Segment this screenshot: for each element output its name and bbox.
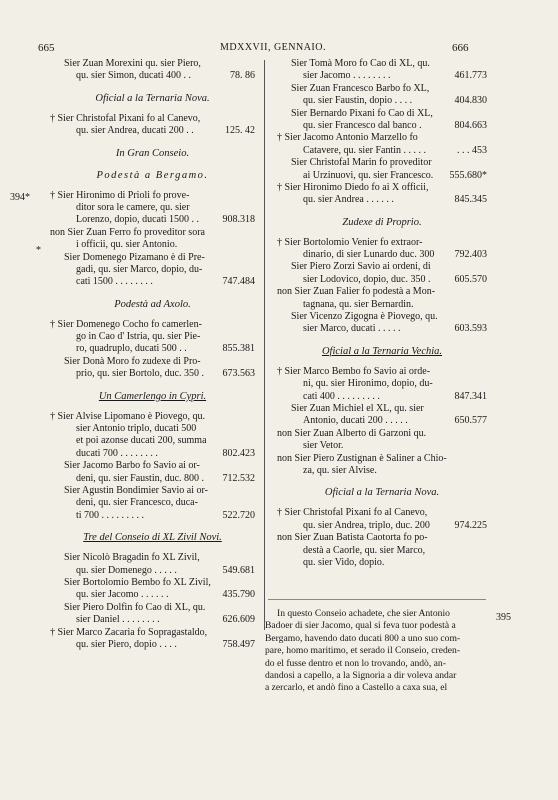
entry-text: sier Daniel . . . . . . . . [76, 614, 160, 626]
entry-line [50, 602, 255, 614]
left-page-number: 665 [38, 42, 55, 54]
entry-text: † Sier Bortolomio Venier fo extraor- [277, 236, 423, 248]
entry-line [50, 589, 255, 601]
vote-count: 845.345 [454, 194, 487, 206]
entry-text: ro, quadruplo, ducati 500 . . [76, 343, 187, 355]
vote-count: 792.403 [454, 249, 487, 261]
entry-text: Sier Bernardo Pixani fo Cao di XL, [291, 107, 433, 119]
entry-line [50, 202, 255, 214]
entry-text: cati 400 . . . . . . . . . [303, 390, 380, 402]
entry-line [277, 274, 487, 286]
entry-text: qu. sier Domenego . . . . . [76, 564, 177, 576]
entry-line [50, 435, 255, 447]
entry-text: † Sier Hironimo di Prioli fo prove- [50, 189, 190, 201]
entry-line [277, 507, 487, 519]
entry-line [277, 323, 487, 335]
entry-text: sier Jacomo . . . . . . . . [303, 70, 391, 82]
entry-text: cati 1500 . . . . . . . . [76, 276, 153, 288]
entry-line [277, 520, 487, 532]
entry-line [50, 423, 255, 435]
entry-line [50, 252, 255, 264]
entry-text: qu. sier Simon, ducati 400 . . [76, 70, 191, 82]
entry-text: † Sier Hironimo Diedo fo ai X officii, [277, 181, 429, 193]
vote-count: 549.681 [222, 564, 255, 576]
entry-text: † Sier Domenego Cocho fo camerlen- [50, 318, 202, 330]
entry-line [50, 58, 255, 70]
entry-text: qu. sier Andrea, ducati 200 . . [76, 125, 194, 137]
entry-line [50, 639, 255, 651]
entry-line [277, 182, 487, 194]
section-heading: Un Camerlengo in Cypri. [98, 390, 207, 402]
entry-text: qu. sier Jacomo . . . . . . [76, 589, 169, 601]
vote-count: 650.577 [454, 415, 487, 427]
entry-text: Sier Domenego Pizamano è di Pre- [64, 251, 205, 263]
entry-text: Sier Piero Dolfin fo Cao di XL, qu. [64, 601, 206, 613]
entry-text: † Sier Christofal Pixani fo al Canevo, [50, 112, 201, 124]
entry-line [277, 108, 487, 120]
vote-count: 974.225 [454, 519, 487, 531]
vote-count: 804.663 [454, 119, 487, 131]
paragraph-line: do el fusse dentro et non lo trovando, andò, an- [265, 657, 446, 669]
entry-line [50, 239, 255, 251]
vote-count: 626.609 [222, 614, 255, 626]
entry-line [277, 95, 487, 107]
section-heading: Podestà ad Axolo. [114, 298, 191, 310]
entry-line [277, 132, 487, 144]
entry-text: sier Vetor. [303, 440, 344, 452]
entry-line [277, 378, 487, 390]
entry-line [50, 565, 255, 577]
section-heading: Tre del Conseio di XL Zivil Novi. [83, 532, 222, 544]
entry-text: Sier Bortolomio Bembo fo XL Zivil, [64, 576, 211, 588]
entry-text: ni, qu. sier Hironimo, dopio, du- [303, 378, 433, 390]
entry-text: Sier Zuan Francesco Barbo fo XL, [291, 82, 430, 94]
entry-text: qu. sier Andrea . . . . . . [303, 194, 394, 206]
section-heading: Oficial a la Ternaria Nova. [324, 487, 440, 499]
entry-line [50, 356, 255, 368]
entry-line [277, 299, 487, 311]
vote-count: 747.484 [222, 276, 255, 288]
entry-line [50, 627, 255, 639]
vote-count: 555.680* [449, 169, 487, 181]
entry-line [277, 557, 487, 569]
vote-count: 605.570 [454, 273, 487, 285]
entry-text: non Sier Piero Zustignan è Saliner a Chio- [277, 452, 447, 464]
entry-line [277, 545, 487, 557]
vote-count: 712.532 [222, 472, 255, 484]
entry-line [277, 415, 487, 427]
entry-text: Sier Jacomo Barbo fo Savio ai or- [64, 460, 200, 472]
entry-text: deni, qu. sier Francesco, duca- [76, 497, 198, 509]
entry-text: Sier Zuan Morexini qu. sier Piero, [64, 58, 201, 69]
entry-line [277, 237, 487, 249]
paragraph-rule [268, 599, 486, 600]
entry-text: za, qu. sier Alvise. [303, 464, 377, 476]
right-column [277, 58, 487, 569]
entry-text: Sier Zuan Michiel el XL, qu. sier [291, 402, 424, 414]
entry-text: Sier Agustin Bondimier Savio ai or- [64, 484, 208, 496]
paragraph-line: Bergamo, havendo dato ducati 800 a uno suo com- [265, 632, 461, 644]
paragraph-line: In questo Conseio achadete, che sier Antonio [277, 608, 450, 619]
entry-line [50, 276, 255, 288]
entry-line [277, 249, 487, 261]
entry-text: sier Lodovico, dopio, duc. 350 . [303, 273, 431, 285]
vote-count: 908.318 [222, 214, 255, 226]
entry-line [50, 70, 255, 82]
entry-text: Catavere, qu. sier Fantin . . . . . [303, 144, 427, 156]
entry-line [50, 448, 255, 460]
entry-text: qu. sier Vido, dopio. [303, 556, 385, 568]
entry-text: qu. sier Faustin, dopio . . . . [303, 95, 413, 107]
paragraph-line: a zercarlo, et andò fino a Castello a caxa sua, el [265, 682, 448, 694]
paragraph-line: dandosi a capello, a la Signoria a dir voleva andar [265, 669, 457, 681]
entry-text: † Sier Alvise Lipomano è Piovego, qu. [50, 410, 205, 422]
entry-text: † Sier Marco Zacaria fo Sopragastaldo, [50, 626, 208, 638]
vote-count: 673.563 [222, 368, 255, 380]
entry-text: i officii, qu. sier Antonio. [76, 239, 178, 251]
entry-line [277, 261, 487, 273]
entry-line [277, 194, 487, 206]
entry-text: Sier Piero Zorzi Savio ai ordeni, di [291, 261, 431, 273]
entry-line [50, 190, 255, 202]
entry-line [50, 485, 255, 497]
entry-line [277, 366, 487, 378]
entry-line [277, 403, 487, 415]
entry-line [277, 83, 487, 95]
vote-count: 404.830 [454, 95, 487, 107]
entry-line [277, 70, 487, 82]
entry-line [277, 120, 487, 132]
entry-text: † Sier Jacomo Antonio Marzello fo [277, 132, 418, 144]
vote-count: 847.341 [454, 390, 487, 402]
entry-line [277, 170, 487, 182]
section-heading: In Gran Conseio. [115, 147, 190, 159]
entry-line [50, 411, 255, 423]
entry-line [50, 460, 255, 472]
entry-text: deni, qu. sier Faustin, duc. 800 . [76, 472, 205, 484]
entry-line [277, 286, 487, 298]
entry-line [50, 125, 255, 137]
entry-text: ti 700 . . . . . . . . . [76, 509, 145, 521]
entry-text: Sier Nicolò Bragadin fo XL Zivil, [64, 552, 200, 564]
entry-text: ai Urzinuovi, qu. sier Francesco. [303, 169, 434, 181]
entry-text: Sier Christofal Marin fo proveditor [291, 157, 432, 169]
entry-text: qu. sier Francesco dal banco . [303, 119, 422, 131]
running-header: MDXXVII, GENNAIO. [220, 42, 326, 53]
entry-line [50, 113, 255, 125]
entry-line [50, 214, 255, 226]
entry-line [277, 532, 487, 544]
vote-count: 125. 42 [225, 125, 255, 137]
entry-text: non Sier Zuan Alberto di Garzoni qu. [277, 427, 427, 439]
entry-line [50, 473, 255, 485]
entry-text: Sier Tomà Moro fo Cao di XL, qu. [291, 58, 430, 69]
entry-text: Antonio, ducati 200 . . . . . [303, 415, 408, 427]
right-page-number: 666 [452, 42, 469, 54]
entry-text: non Sier Zuan Ferro fo proveditor sora [50, 226, 205, 238]
entry-text: prio, qu. sier Bortolo, duc. 350 . [76, 368, 205, 380]
vote-count: 802.423 [222, 447, 255, 459]
entry-line [277, 145, 487, 157]
entry-line [50, 227, 255, 239]
entry-text: tagnana, qu. sier Bernardin. [303, 298, 414, 310]
vote-count: . . . 453 [457, 144, 487, 156]
section-heading: Oficial a la Ternaria Vechia. [321, 345, 443, 357]
entry-text: et poi azonse ducati 200, summa [76, 435, 207, 447]
section-heading: Zudexe di Proprio. [342, 216, 422, 228]
margin-note-395: 395 [496, 612, 511, 623]
section-heading: Podestà a Bergamo. [96, 169, 209, 181]
entry-text: non Sier Zuan Batista Caotorta fo po- [277, 532, 428, 544]
entry-text: Sier Donà Moro fo zudexe di Pro- [64, 355, 201, 367]
entry-line [277, 465, 487, 477]
entry-line [277, 157, 487, 169]
vote-count: 435.790 [222, 589, 255, 601]
vote-count: 758.497 [222, 638, 255, 650]
entry-text: qu. sier Piero, dopio . . . . [76, 638, 177, 650]
entry-text: Lorenzo, dopio, ducati 1500 . . [76, 214, 200, 226]
entry-line [277, 440, 487, 452]
entry-line [50, 552, 255, 564]
vote-count: 461.773 [454, 70, 487, 82]
vote-count: 855.381 [222, 343, 255, 355]
entry-text: † Sier Marco Bembo fo Savio ai orde- [277, 365, 431, 377]
entry-line [277, 58, 487, 70]
entry-line [50, 577, 255, 589]
section-heading: Oficial a la Ternaria Nova. [95, 92, 210, 104]
entry-text: Sier Vicenzo Zigogna è Piovego, qu. [291, 311, 438, 323]
entry-line [277, 391, 487, 403]
margin-note-394: 394* [10, 192, 30, 203]
entry-text: destà a Caorle, qu. sier Marco, [303, 544, 426, 556]
column-divider [264, 60, 265, 630]
entry-line [277, 311, 487, 323]
entry-line [50, 497, 255, 509]
entry-line [50, 331, 255, 343]
entry-text: qu. sier Andrea, triplo, duc. 200 [303, 519, 430, 531]
entry-line [50, 343, 255, 355]
margin-star: * [36, 245, 41, 256]
paragraph-line: pare, homo maritimo, et serado il Conseio, creden- [265, 645, 461, 657]
paragraph-line: Badoer di sier Jacomo, qual si feva tuor podestà a [265, 620, 456, 632]
entry-line [277, 453, 487, 465]
entry-text: gadi, qu. sier Marco, dopio, du- [76, 263, 203, 275]
vote-count: 603.593 [454, 323, 487, 335]
entry-line [50, 368, 255, 380]
entry-text: ducati 700 . . . . . . . . [76, 447, 158, 459]
entry-text: † Sier Christofal Pixani fo al Canevo, [277, 507, 428, 519]
entry-line [277, 428, 487, 440]
entry-line [50, 614, 255, 626]
vote-count: 78. 86 [230, 70, 255, 82]
entry-line [50, 510, 255, 522]
entry-text: ditor sora le camere, qu. sier [76, 201, 190, 213]
entry-line [50, 264, 255, 276]
left-column [50, 58, 255, 651]
narrative-paragraph [265, 608, 487, 695]
vote-count: 522.720 [222, 509, 255, 521]
entry-text: sier Antonio triplo, ducati 500 [76, 423, 197, 435]
entry-text: non Sier Zuan Falier fo podestà a Mon- [277, 286, 436, 298]
entry-text: dinario, di sier Lunardo duc. 300 [303, 249, 435, 261]
entry-text: sier Marco, ducati . . . . . [303, 323, 401, 335]
entry-text: go in Cao d' Istria, qu. sier Pie- [76, 331, 201, 343]
entry-line [50, 319, 255, 331]
